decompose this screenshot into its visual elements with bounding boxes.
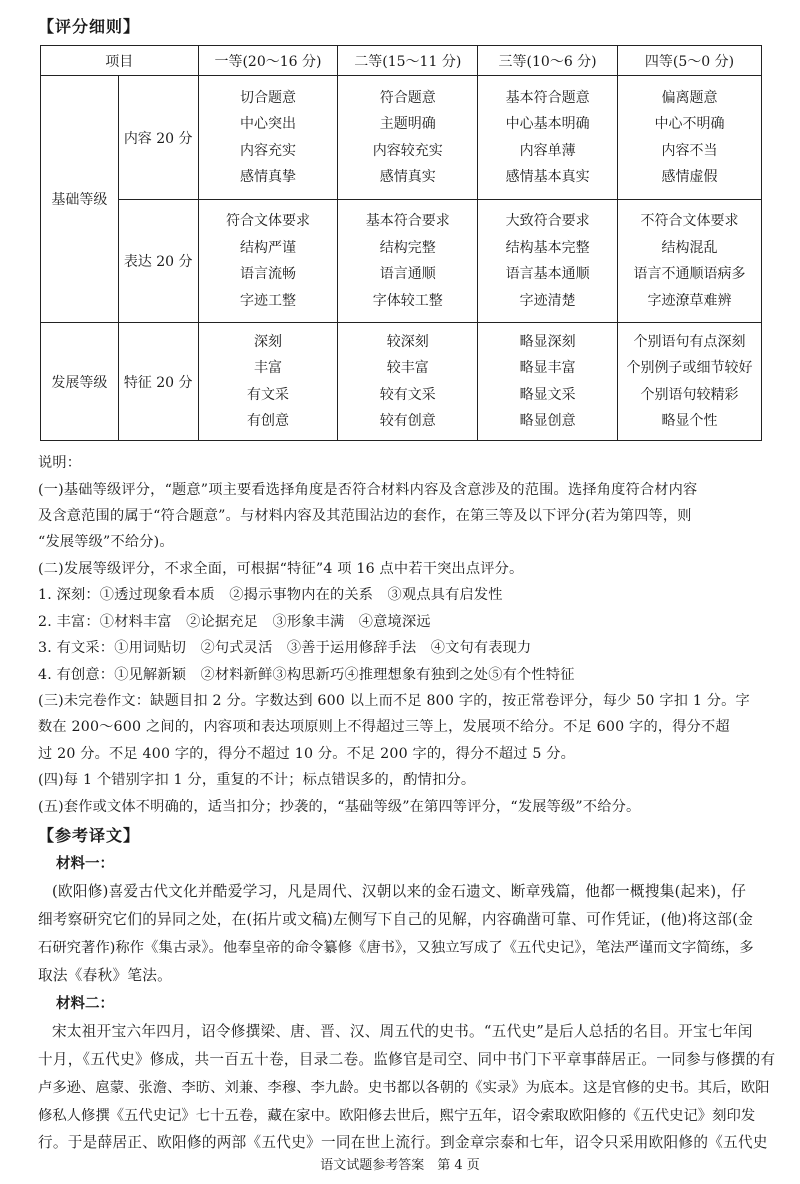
- cell-text: 基本符合题意: [505, 89, 590, 106]
- cell-text: 字体较工整: [372, 292, 443, 309]
- material1-title: 材料一：: [56, 855, 114, 872]
- cell-text: 个别语句有点深刻: [633, 333, 746, 350]
- cell-text: 结构严谨: [239, 239, 296, 256]
- material2-line: 行。于是薛居正、欧阳修的两部《五代史》一同在世上流行。到金章宗泰和七年，诏令只采用欧阳修的《五代史: [38, 1134, 768, 1151]
- content-label: 内容 20 分: [118, 76, 198, 200]
- cell-text: 主题明确: [379, 116, 436, 132]
- cell-text: 语言不通顺语病多: [633, 266, 746, 282]
- cell-text: 感情真挚: [239, 169, 296, 185]
- cell-text: 丰富: [253, 360, 282, 376]
- cell-text: 字迹潦草难辨: [647, 292, 732, 309]
- cell-text: 内容不当: [661, 142, 718, 159]
- cell-text: 内容单薄: [519, 142, 576, 159]
- cell-text: 切合题意: [239, 89, 296, 106]
- cell-text: 略显丰富: [519, 360, 576, 376]
- cell-text: 有创意: [246, 413, 289, 429]
- feature-grade-2: [338, 323, 478, 441]
- cell-text: 有文采: [246, 386, 289, 403]
- cell-text: 感情基本真实: [505, 169, 590, 185]
- cell-text: 结构完整: [379, 239, 436, 256]
- notes-line: (三)未完卷作文：缺题目扣 2 分。字数达到 600 以上而不足 800 字的，按正常卷评分，每少 50 字扣 1 分。字: [38, 693, 750, 709]
- express-grade-4: [618, 200, 762, 323]
- cell-text: 字迹工整: [239, 292, 296, 309]
- express-grade-2: [338, 200, 478, 323]
- group-development: 发展等级: [41, 323, 119, 441]
- header-grade-4: 四等(5～0 分): [618, 46, 762, 76]
- material2-line: 卢多逊、扈蒙、张澹、李昉、刘兼、李穆、李九龄。史书都以各朝的《实录》为底本。这是官修的史书。其后，欧阳: [38, 1080, 770, 1096]
- cell-text: 符合文体要求: [225, 213, 310, 229]
- cell-text: 略显深刻: [519, 333, 576, 350]
- cell-text: 深刻: [253, 333, 282, 350]
- material1-line: (欧阳修)喜爱古代文化并酷爱学习，凡是周代、汉朝以来的金石遗文、断章残篇，他都一概搜集(起来)，仔: [52, 883, 747, 900]
- cell-text: 较有文采: [379, 386, 436, 403]
- material2-line: 十月，《五代史》修成，共一百五十卷，目录二卷。监修官是司空、同中书门下平章事薛居正。一同参与修撰的有: [38, 1051, 776, 1068]
- cell-text: 较丰富: [386, 360, 429, 376]
- rubric-title: 【评分细则】: [38, 17, 141, 36]
- notes-heading: 说明：: [38, 455, 82, 471]
- table-row-express: [41, 200, 762, 323]
- material1-line: 细考察研究它们的异同之处，在(拓片或文稿)左侧写下自己的见解，内容确凿可靠、可作凭证，(他)将这部(金: [38, 911, 754, 928]
- notes-line: 2. 丰富：①材料丰富 ②论据充足 ③形象丰满 ④意境深远: [38, 614, 431, 630]
- content-grade-4: [618, 76, 762, 200]
- cell-text: 感情真实: [379, 169, 436, 185]
- express-grade-1: [198, 200, 338, 323]
- feature-grade-1: [198, 323, 338, 441]
- notes-line: 1. 深刻：①透过现象看本质 ②揭示事物内在的关系 ③观点具有启发性: [38, 587, 503, 603]
- notes-line: 4. 有创意：①见解新颖 ②材料新鲜③构思新巧④推理想象有独到之处⑤有个性特征: [38, 667, 575, 683]
- material2-line: 修私人修撰《五代史记》七十五卷，藏在家中。欧阳修去世后，熙宁五年，诏令索取欧阳修的《五代史记》刻印发: [38, 1108, 756, 1124]
- material1-line: 取法《春秋》笔法。: [38, 967, 173, 984]
- cell-text: 中心基本明确: [505, 116, 590, 132]
- cell-text: 结构混乱: [661, 239, 718, 256]
- notes-line: “发展等级”不给分)。: [38, 534, 174, 550]
- cell-text: 个别语句较精彩: [640, 386, 739, 403]
- cell-text: 中心突出: [239, 116, 296, 132]
- header-grade-1: 一等(20～16 分): [198, 46, 338, 76]
- material2-line: 宋太祖开宝六年四月，诏令修撰梁、唐、晋、汉、周五代的史书。“五代史”是后人总括的名目。开宝七年闰: [52, 1023, 753, 1040]
- cell-text: 内容较充实: [372, 142, 443, 159]
- notes-line: (五)套作或文体不明确的，适当扣分；抄袭的，“基础等级”在第四等评分，“发展等级”不给分。: [38, 799, 641, 815]
- notes-line: 过 20 分。不足 400 字的，得分不超过 10 分。不足 200 字的，得分不超过 5 分。: [38, 746, 576, 762]
- cell-text: 语言流畅: [239, 266, 296, 282]
- notes-line: 及含意范围的属于“符合题意”。与材料内容及其范围沾边的套作，在第三等及以下评分(若为第四等，则: [38, 508, 692, 524]
- cell-text: 语言基本通顺: [505, 266, 590, 282]
- table-row-feature: [41, 323, 762, 441]
- content-grade-3: [478, 76, 618, 200]
- header-item: 项目: [41, 46, 199, 76]
- cell-text: 偏离题意: [661, 89, 718, 106]
- cell-text: 中心不明确: [654, 116, 725, 132]
- header-grade-3: 三等(10～6 分): [478, 46, 618, 76]
- cell-text: 大致符合要求: [505, 213, 590, 229]
- notes-line: (一)基础等级评分，“题意”项主要看选择角度是否符合材料内容及含意涉及的范围。选择角度符合材内容: [38, 482, 698, 498]
- express-grade-3: [478, 200, 618, 323]
- cell-text: 感情虚假: [661, 169, 718, 185]
- material2-title: 材料二：: [56, 995, 114, 1012]
- material1-line: 石研究著作)称作《集古录》。他奉皇帝的命令纂修《唐书》，又独立写成了《五代史记》，笔法严谨而文字简练，多: [38, 940, 754, 956]
- page-footer: 语文试题参考答案 第 4 页: [320, 1158, 480, 1173]
- cell-text: 个别例子或细节较好: [626, 360, 753, 376]
- cell-text: 略显创意: [519, 413, 576, 429]
- rubric-table: [40, 45, 762, 441]
- notes-line: (二)发展等级评分，不求全面，可根据“特征”4 项 16 点中若干突出点评分。: [38, 561, 524, 577]
- cell-text: 结构基本完整: [505, 239, 590, 256]
- table-header-row: [41, 46, 762, 76]
- table-row-content: [41, 76, 762, 200]
- feature-grade-4: [618, 323, 762, 441]
- group-basic: 基础等级: [41, 76, 119, 323]
- feature-grade-3: [478, 323, 618, 441]
- feature-label: 特征 20 分: [118, 323, 198, 441]
- cell-text: 语言通顺: [379, 266, 436, 282]
- cell-text: 符合题意: [379, 89, 436, 106]
- cell-text: 内容充实: [239, 142, 296, 159]
- reference-title: 【参考译文】: [38, 826, 141, 845]
- header-grade-2: 二等(15～11 分): [338, 46, 478, 76]
- express-label: 表达 20 分: [118, 200, 198, 323]
- cell-text: 字迹清楚: [519, 292, 576, 309]
- cell-text: 基本符合要求: [365, 213, 450, 229]
- cell-text: 略显个性: [661, 413, 718, 429]
- cell-text: 较深刻: [386, 333, 429, 350]
- notes-line: (四)每 1 个错别字扣 1 分，重复的不计；标点错误多的，酌情扣分。: [38, 772, 476, 788]
- notes-line: 数在 200～600 之间的，内容项和表达项原则上不得超过三等上，发展项不给分。不足 600 字的，得分不超: [38, 719, 730, 735]
- cell-text: 略显文采: [519, 386, 576, 403]
- notes-line: 3. 有文采：①用词贴切 ②句式灵活 ③善于运用修辞手法 ④文句有表现力: [38, 640, 532, 656]
- content-grade-2: [338, 76, 478, 200]
- cell-text: 较有创意: [379, 413, 436, 429]
- cell-text: 不符合文体要求: [640, 213, 739, 229]
- content-grade-1: [198, 76, 338, 200]
